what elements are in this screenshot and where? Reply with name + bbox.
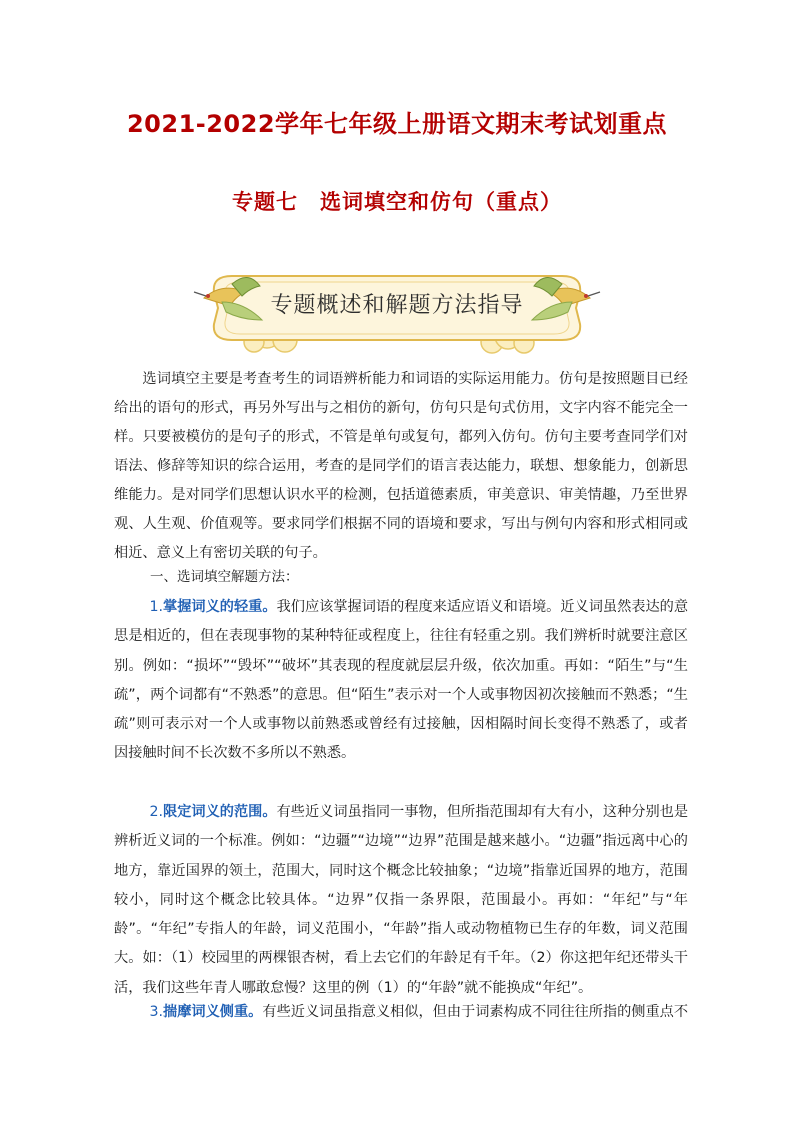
method-title: 限定词义的范围。 (163, 804, 277, 820)
method-title: 掌握词义的轻重。 (163, 599, 277, 615)
method-text: 有些近义词虽指意义相似，但由于词素构成不同往往所指的侧重点不 (262, 1004, 689, 1020)
intro-paragraph: 选词填空主要是考查考生的词语辨析能力和词语的实际运用能力。仿句是按照题目已经给出的语句的形式，再另外写出与之相仿的新句，仿句只是句式仿用，文字内容不能完全一样。只要被模仿的是句子的形式，不管是单句或复句，都列入仿句。仿句主要考查同学们对语法、修辞等知识的综合运用，考查的是同学们的语言表达能力，联想、想象能力，创新思维能力。是对同学们思想认识水平的检测，包括道德素质，审美意识、审美情趣，乃至世界观、人生观、价值观等。要求同学们根据不同的语境和要求，写出与例句内容和形式相同或相近、意义上有密切关联的句子。 (114, 371, 688, 561)
document-title: 2021-2022学年七年级上册语文期末考试划重点 (126, 110, 668, 138)
method-number: 1. (149, 599, 164, 615)
topic-title: 专题七 选词填空和仿句（重点） (232, 190, 562, 214)
section-heading: 一、选词填空解题方法： (150, 569, 299, 585)
section-banner (192, 262, 602, 358)
method-text: 有些近义词虽指同一事物，但所指范围却有大有小，这种分别也是辨析近义词的一个标准。例如：“边疆”“边境”“边界”范围是越来越小。“边疆”指远离中心的地方，靠近国界的领土，范围大，同时这个概念比较抽象；“边境”指靠近国界的地方，范围较小，同时这个概念比较具体。“边界”仅指一条界限，范围最小。再如：“年纪”与“年龄”。“年纪”专指人的年龄，词义范围小，“年龄”指人或动物植物已生存的年数，词义范围大。如：（1）校园里的两棵银杏树，看上去它们的年龄足有千年。（2）你这把年纪还带头干活，我们这些年青人哪敢怠慢？这里的例（1）的“年龄”就不能换成“年纪”。 (114, 804, 689, 996)
method-paragraph-1 (114, 593, 688, 769)
method-number: 2. (149, 804, 164, 820)
method-text: 我们应该掌握词语的程度来适应语义和语境。近义词虽然表达的意思是相近的，但在表现事物的某种特征或程度上，往往有轻重之别。我们辨析时就要注意区别。例如：“损坏”“毁坏”“破坏”其表现的程度就层层升级，依次加重。再如：“陌生”与“生疏”，两个词都有“不熟悉”的意思。但“陌生”表示对一个人或事物因初次接触而不熟悉；“生疏”则可表示对一个人或事物以前熟悉或曾经有过接触，因相隔时间长变得不熟悉了，或者因接触时间不长次数不多所以不熟悉。 (114, 599, 689, 762)
method-paragraph-2 (114, 798, 688, 1003)
banner-title: 专题概述和解题方法指导 (270, 293, 524, 318)
method-number: 3. (149, 1004, 164, 1020)
method-paragraph-3 (114, 998, 688, 1027)
method-title: 揣摩词义侧重。 (163, 1004, 263, 1020)
